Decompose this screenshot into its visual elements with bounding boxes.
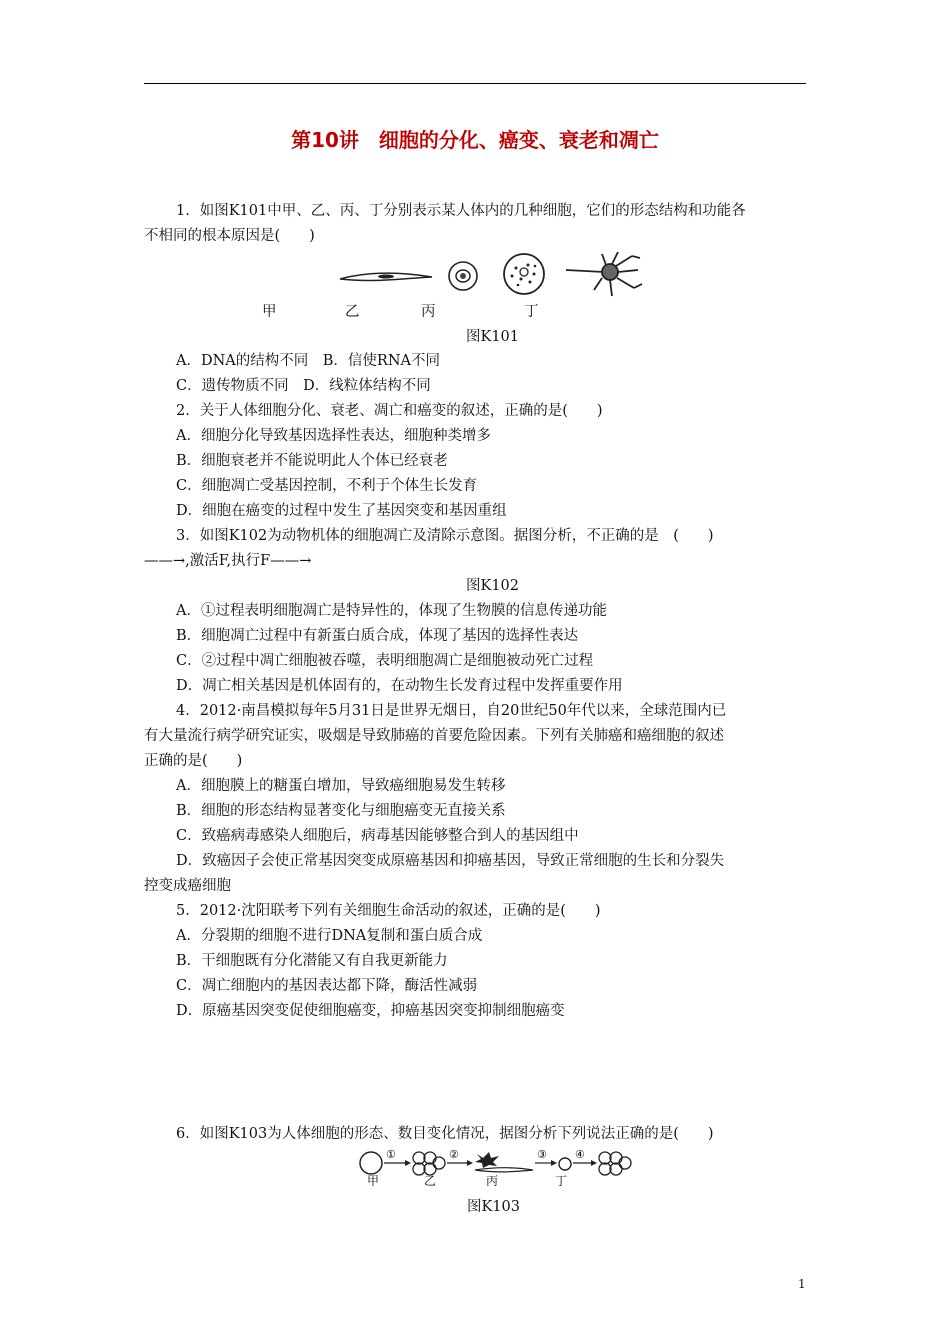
q1-line1: 1．如图K101中甲、乙、丙、丁分别表示某人体内的几种细胞，它们的形态结构和功能各 — [176, 203, 746, 219]
figure-caption-k101: 图K101 — [466, 329, 520, 345]
q6-label-bing: 丙 — [486, 1174, 499, 1188]
cell-bing-star-icon — [475, 1152, 499, 1168]
q6-label-ding: 丁 — [555, 1174, 568, 1188]
figure-k101-cells — [336, 252, 646, 302]
cell-bing-dotted-icon — [504, 254, 544, 294]
figure-caption-k103: 图K103 — [467, 1199, 521, 1215]
q4-option-d: D．致癌因子会使正常基因突变成原癌基因和抑癌基因，导致正常细胞的生长和分裂失 — [176, 853, 725, 869]
cell-jia-spindle-icon — [340, 273, 432, 280]
q4-option-a: A．细胞膜上的糖蛋白增加，导致癌细胞易发生转移 — [176, 778, 506, 794]
q1-label-jia: 甲 — [262, 304, 277, 320]
figure-caption-k102: 图K102 — [466, 578, 520, 594]
q5-option-a: A．分裂期的细胞不进行DNA复制和蛋白质合成 — [176, 928, 483, 944]
q4-line2: 有大量流行病学研究证实，吸烟是导致肺癌的首要危险因素。下列有关肺癌和癌细胞的叙述 — [144, 728, 724, 744]
cell-cluster-final-icon — [599, 1152, 631, 1175]
q6-stem: 6．如图K103为人体细胞的形态、数目变化情况，据图分析下列说法正确的是( ) — [176, 1126, 714, 1142]
q4-option-d-cont: 控变成癌细胞 — [144, 878, 231, 894]
q6-label-jia: 甲 — [367, 1174, 380, 1188]
cell-ding-circle-icon — [559, 1158, 571, 1170]
q1-option-ab: A．DNA的结构不同 B．信使RNA不同 — [176, 353, 440, 369]
q3-option-d: D．凋亡相关基因是机体固有的，在动物生长发育过程中发挥重要作用 — [176, 678, 623, 694]
q3-option-a: A．①过程表明细胞凋亡是特异性的，体现了生物膜的信息传递功能 — [176, 603, 607, 619]
q5-option-d: D．原癌基因突变促使细胞癌变，抑癌基因突变抑制细胞癌变 — [176, 1003, 565, 1019]
cell-bing-elongated-icon — [475, 1168, 533, 1172]
cell-yi-round-icon — [449, 262, 477, 290]
header-rule — [144, 83, 806, 84]
q3-stem: 3．如图K102为动物机体的细胞凋亡及清除示意图。据图分析，不正确的是 ( ) — [176, 528, 714, 544]
q2-option-b: B．细胞衰老并不能说明此人个体已经衰老 — [176, 453, 448, 469]
q3-option-c: C．②过程中凋亡细胞被吞噬，表明细胞凋亡是细胞被动死亡过程 — [176, 653, 594, 669]
q4-line3: 正确的是( ) — [144, 753, 243, 769]
q1-label-yi: 乙 — [345, 304, 360, 320]
q4-option-b: B．细胞的形态结构显著变化与细胞癌变无直接关系 — [176, 803, 506, 819]
q1-option-cd: C．遗传物质不同 D．线粒体结构不同 — [176, 378, 431, 394]
q1-label-ding: 丁 — [524, 304, 539, 320]
q5-stem: 5．2012·沈阳联考下列有关细胞生命活动的叙述，正确的是( ) — [176, 903, 601, 919]
q5-option-b: B．干细胞既有分化潜能又有自我更新能力 — [176, 953, 448, 969]
q2-option-d: D．细胞在癌变的过程中发生了基因突变和基因重组 — [176, 503, 507, 519]
q5-option-c: C．凋亡细胞内的基因表达都下降，酶活性减弱 — [176, 978, 478, 994]
page-title: 第10讲 细胞的分化、癌变、衰老和凋亡 — [291, 128, 659, 152]
page-number: 1 — [798, 1277, 806, 1291]
cell-ding-neuron-icon — [566, 252, 642, 296]
q6-label-yi: 乙 — [424, 1174, 437, 1188]
q3-option-b: B．细胞凋亡过程中有新蛋白质合成，体现了基因的选择性表达 — [176, 628, 579, 644]
step-2-label: ② — [449, 1148, 459, 1161]
q4-option-c: C．致癌病毒感染人细胞后，病毒基因能够整合到人的基因组中 — [176, 828, 579, 844]
q4-line1: 4．2012·南昌模拟每年5月31日是世界无烟日，自20世纪50年代以来，全球范围内已 — [176, 703, 727, 719]
q3-fragment: ——→,激活F,执行F——→ — [144, 553, 312, 569]
q2-option-c: C．细胞凋亡受基因控制，不利于个体生长发育 — [176, 478, 478, 494]
step-1-label: ① — [386, 1148, 396, 1161]
q2-stem: 2．关于人体细胞分化、衰老、凋亡和癌变的叙述，正确的是( ) — [176, 403, 603, 419]
q1-line2: 不相同的根本原因是( ) — [144, 228, 315, 244]
q2-option-a: A．细胞分化导致基因选择性表达，细胞种类增多 — [176, 428, 491, 444]
q1-label-bing: 丙 — [421, 304, 436, 320]
step-4-label: ④ — [575, 1148, 585, 1161]
step-3-label: ③ — [537, 1148, 547, 1161]
